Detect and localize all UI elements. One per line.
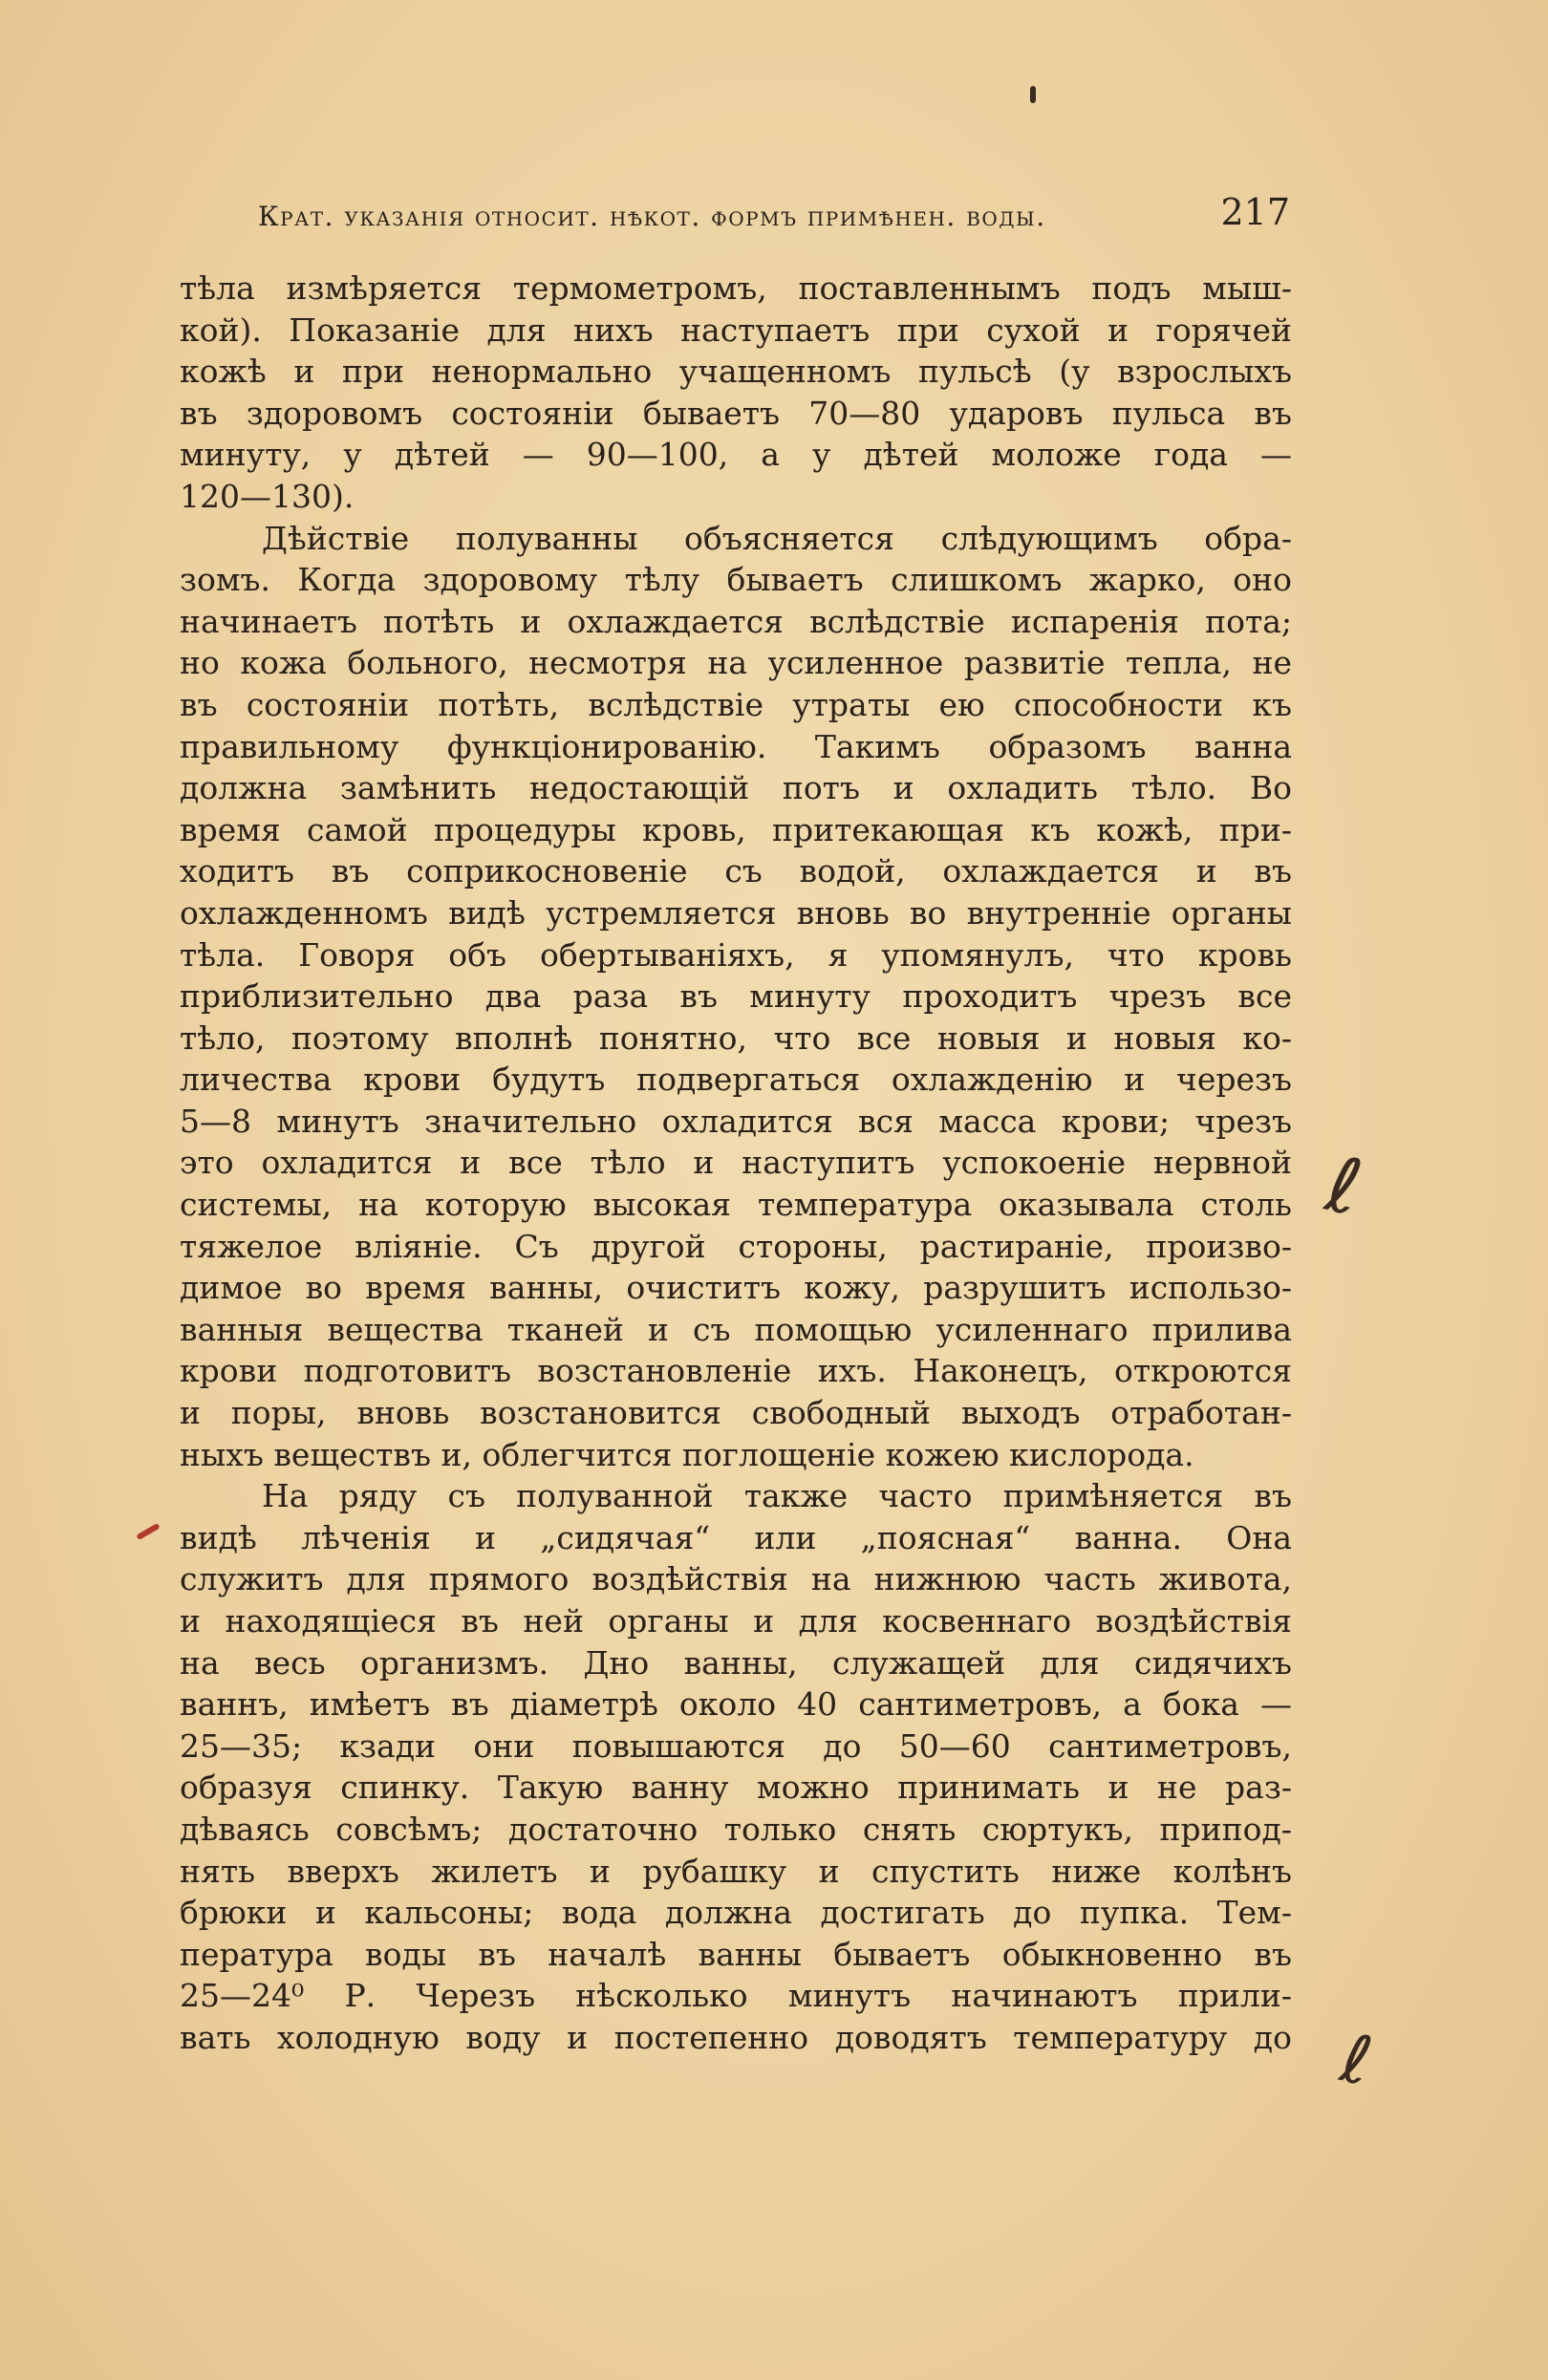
text-line: охлажденномъ видѣ устремляется вновь во внутренніе органы xyxy=(180,893,1292,932)
text-line: кожѣ и при ненормально учащенномъ пульсѣ (у взрослыхъ xyxy=(180,353,1292,391)
text-line: ныхъ веществъ и, облегчится поглощеніе кожею кислорода. xyxy=(180,1435,1194,1473)
text-line: ваннъ, имѣетъ въ діаметрѣ около 40 сантиметровъ, а бока — xyxy=(180,1685,1292,1724)
text-line: Дѣйствіе полуванны объясняется слѣдующимъ обра- xyxy=(262,519,1292,557)
text-line: это охладится и все тѣло и наступитъ успокоеніе нервной xyxy=(180,1144,1292,1182)
text-line: тѣла. Говоря объ обертываніяхъ, я упомянулъ, что кровь xyxy=(180,935,1292,974)
text-line: тѣло, поэтому вполнѣ понятно, что все новыя и новыя ко- xyxy=(180,1018,1292,1057)
body-text xyxy=(180,268,1292,2059)
text-line: пература воды въ началѣ ванны бываетъ обыкновенно въ xyxy=(180,1935,1292,1973)
text-line: кой). Показаніе для нихъ наступаетъ при сухой и горячей xyxy=(180,311,1292,349)
ink-tick-mark xyxy=(1030,86,1036,103)
page-number: 217 xyxy=(1220,191,1290,233)
text-line: крови подготовитъ возстановленіе ихъ. Наконецъ, откроются xyxy=(180,1352,1292,1390)
text-line: ванныя вещества тканей и съ помощью усиленнаго прилива xyxy=(180,1310,1292,1348)
text-line: служитъ для прямого воздѣйствія на нижнюю часть живота, xyxy=(180,1560,1292,1598)
page-header xyxy=(258,191,1290,245)
text-line: ходитъ въ соприкосновеніе съ водой, охлаждается и въ xyxy=(180,852,1292,890)
text-line: 5—8 минутъ значительно охладится вся масса крови; чрезъ xyxy=(180,1102,1292,1140)
text-line: дѣваясь совсѣмъ; достаточно только снять сюртукъ, припод- xyxy=(180,1810,1292,1848)
text-line: въ состояніи потѣть, вслѣдствіе утраты ею способности къ xyxy=(180,685,1292,723)
text-line: нять вверхъ жилетъ и рубашку и спустить ниже колѣнъ xyxy=(180,1852,1292,1890)
text-line: время самой процедуры кровь, притекающая къ кожѣ, при- xyxy=(180,810,1292,848)
text-line: приблизительно два раза въ минуту проходитъ чрезъ все xyxy=(180,977,1292,1016)
text-line: димое во время ванны, очиститъ кожу, разрушитъ использо- xyxy=(180,1269,1292,1307)
text-line: но кожа больного, несмотря на усиленное развитіе тепла, не xyxy=(180,644,1292,682)
text-line: начинаетъ потѣть и охлаждается вслѣдствіе испаренія пота; xyxy=(180,602,1292,640)
red-pencil-mark xyxy=(136,1523,161,1540)
text-line: личества крови будутъ подвергаться охлажденію и черезъ xyxy=(180,1061,1292,1099)
text-line: 25—24⁰ Р. Черезъ нѣсколько минутъ начинаютъ прили- xyxy=(180,1977,1292,2015)
text-line: образуя спинку. Такую ванну можно принимать и не раз- xyxy=(180,1769,1292,1807)
margin-handwritten-mark: ℓ xyxy=(1334,2018,1379,2102)
text-line: 120—130). xyxy=(180,477,355,515)
text-line: и находящіеся въ ней органы и для косвеннаго воздѣйствія xyxy=(180,1602,1292,1640)
text-line: 25—35; кзади они повышаются до 50—60 сантиметровъ, xyxy=(180,1726,1292,1765)
text-line: видѣ лѣченія и „сидячая“ или „поясная“ ванна. Она xyxy=(180,1518,1292,1556)
text-line: зомъ. Когда здоровому тѣлу бываетъ слишкомъ жарко, оно xyxy=(180,561,1292,599)
text-line: тяжелое вліяніе. Съ другой стороны, растираніе, произво- xyxy=(180,1227,1292,1265)
margin-handwritten-mark: ℓ xyxy=(1319,1139,1369,1233)
text-line: системы, на которую высокая температура оказывала столь xyxy=(180,1186,1292,1224)
text-line: минуту, у дѣтей — 90—100, а у дѣтей моложе года — xyxy=(180,436,1292,474)
text-line: въ здоровомъ состояніи бываетъ 70—80 ударовъ пульса въ xyxy=(180,394,1292,432)
text-line: На ряду съ полуванной также часто примѣняется въ xyxy=(262,1477,1292,1515)
running-head: Крат. указанія относит. нѣкот. формъ примѣнен. воды. xyxy=(258,201,1046,232)
text-line: брюки и кальсоны; вода должна достигать до пупка. Тем- xyxy=(180,1894,1292,1932)
text-line: должна замѣнить недостающій потъ и охладить тѣло. Во xyxy=(180,769,1292,807)
text-line: и поры, вновь возстановится свободный выходъ отработан- xyxy=(180,1394,1292,1432)
text-line: вать холодную воду и постепенно доводятъ температуру до xyxy=(180,2018,1292,2056)
text-line: тѣла измѣряется термометромъ, поставленнымъ подъ мыш- xyxy=(180,269,1292,307)
text-line: правильному функціонированію. Такимъ образомъ ванна xyxy=(180,727,1292,765)
text-line: на весь организмъ. Дно ванны, служащей для сидячихъ xyxy=(180,1643,1292,1682)
